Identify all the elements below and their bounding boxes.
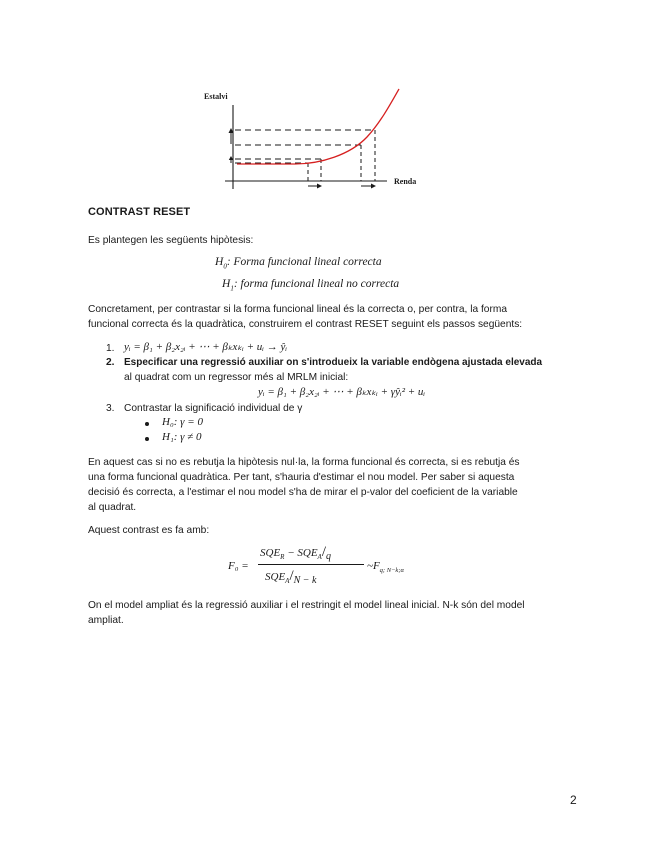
bullet-1-text: H₀: γ = 0 bbox=[162, 416, 203, 428]
f-numerator bbox=[260, 544, 331, 562]
arrowhead bbox=[371, 184, 376, 189]
h1-symbol: H bbox=[222, 278, 231, 290]
paragraph-1-line-2: funcional correcta és la quadràtica, construirem el contrast RESET seguint els passos següents: bbox=[88, 319, 523, 330]
f-num-sub-a: A bbox=[317, 553, 322, 562]
f-num-div: / bbox=[321, 544, 326, 560]
paragraph-3-line-1: On el model ampliat és la regressió auxiliar i el restringit el model lineal inicial. N-k són del model bbox=[88, 600, 525, 611]
paragraph-2-line-3: decisió és correcta, a l'estimar el nou model s'ha de mirar el p-valor del coeficient de la variable bbox=[88, 487, 518, 498]
f-num-q: q bbox=[326, 551, 331, 563]
f-dist: ~F bbox=[367, 560, 380, 572]
h0-subscript: 0 bbox=[223, 262, 227, 271]
bullet-2-text: H₁: γ ≠ 0 bbox=[162, 431, 202, 443]
page-number: 2 bbox=[570, 793, 577, 807]
arrowhead bbox=[317, 184, 322, 189]
f-dist-sub: q; N−k;α bbox=[379, 567, 404, 575]
fraction-bar bbox=[258, 564, 364, 565]
paragraph-1-line-1: Concretament, per contrastar si la forma funcional lineal és la correcta o, per contra, la forma bbox=[88, 304, 508, 315]
intro-text: Es plantegen les següents hipòtesis: bbox=[88, 235, 254, 246]
hypothesis-h1 bbox=[222, 278, 399, 292]
step-2-formula: yᵢ = β₁ + β₂x₂ᵢ + ⋯ + βₖxₖᵢ + γŷᵢ² + uᵢ bbox=[258, 386, 426, 398]
bullet-icon bbox=[145, 437, 149, 441]
f-num-sqe: SQE bbox=[260, 547, 281, 559]
bullet-icon bbox=[145, 422, 149, 426]
hypothesis-h0 bbox=[215, 256, 382, 270]
f-num-minus: − SQE bbox=[284, 547, 318, 559]
section-title: CONTRAST RESET bbox=[88, 206, 191, 218]
paragraph-2-line-4: al quadrat. bbox=[88, 502, 137, 513]
step-1-formula: yᵢ = β₁ + β₂x₂ᵢ + ⋯ + βₖxₖᵢ + uᵢ → ŷᵢ bbox=[124, 341, 288, 353]
f-lhs: F₀ = bbox=[228, 560, 249, 572]
step-2-line-2: al quadrat com un regressor més al MRLM inicial: bbox=[124, 372, 349, 383]
step-3-number: 3. bbox=[106, 403, 115, 414]
f-distribution bbox=[367, 560, 404, 574]
h1-text: : forma funcional lineal no correcta bbox=[233, 278, 400, 290]
f-statistic-formula bbox=[228, 540, 468, 596]
f-den-sub-a: A bbox=[285, 577, 290, 586]
reset-diagram bbox=[195, 85, 435, 195]
h1-subscript: 1 bbox=[230, 284, 234, 293]
step-2-line-1: Especificar una regressió auxiliar on s'introdueix la variable endògena ajustada elevada bbox=[124, 357, 543, 368]
h0-text: : Forma funcional lineal correcta bbox=[226, 256, 382, 268]
f-den-sqe: SQE bbox=[265, 571, 286, 583]
f-num-sub-r: R bbox=[280, 553, 285, 562]
figure-xlabel: Renda bbox=[394, 177, 417, 186]
step-1-number: 1. bbox=[106, 343, 115, 354]
f-den-div: / bbox=[289, 568, 294, 584]
h0-symbol: H bbox=[215, 256, 224, 268]
paragraph-2-line-1: En aquest cas si no es rebutja la hipòtesis nul·la, la forma funcional és correcta, si es rebutja és bbox=[88, 457, 520, 468]
f-denominator bbox=[265, 568, 316, 586]
paragraph-2-line-2: una forma funcional quadràtica. Per tant, s'hauria d'estimar el nou model. Per saber si aquesta bbox=[88, 472, 515, 483]
f-den-nk: N − k bbox=[293, 575, 317, 587]
paragraph-3-line-2: ampliat. bbox=[88, 615, 124, 626]
step-2-number: 2. bbox=[106, 357, 115, 368]
step-3-text: Contrastar la significació individual de γ bbox=[124, 403, 303, 414]
contrast-intro: Aquest contrast es fa amb: bbox=[88, 525, 210, 536]
figure-ylabel: Estalvi bbox=[204, 92, 228, 101]
